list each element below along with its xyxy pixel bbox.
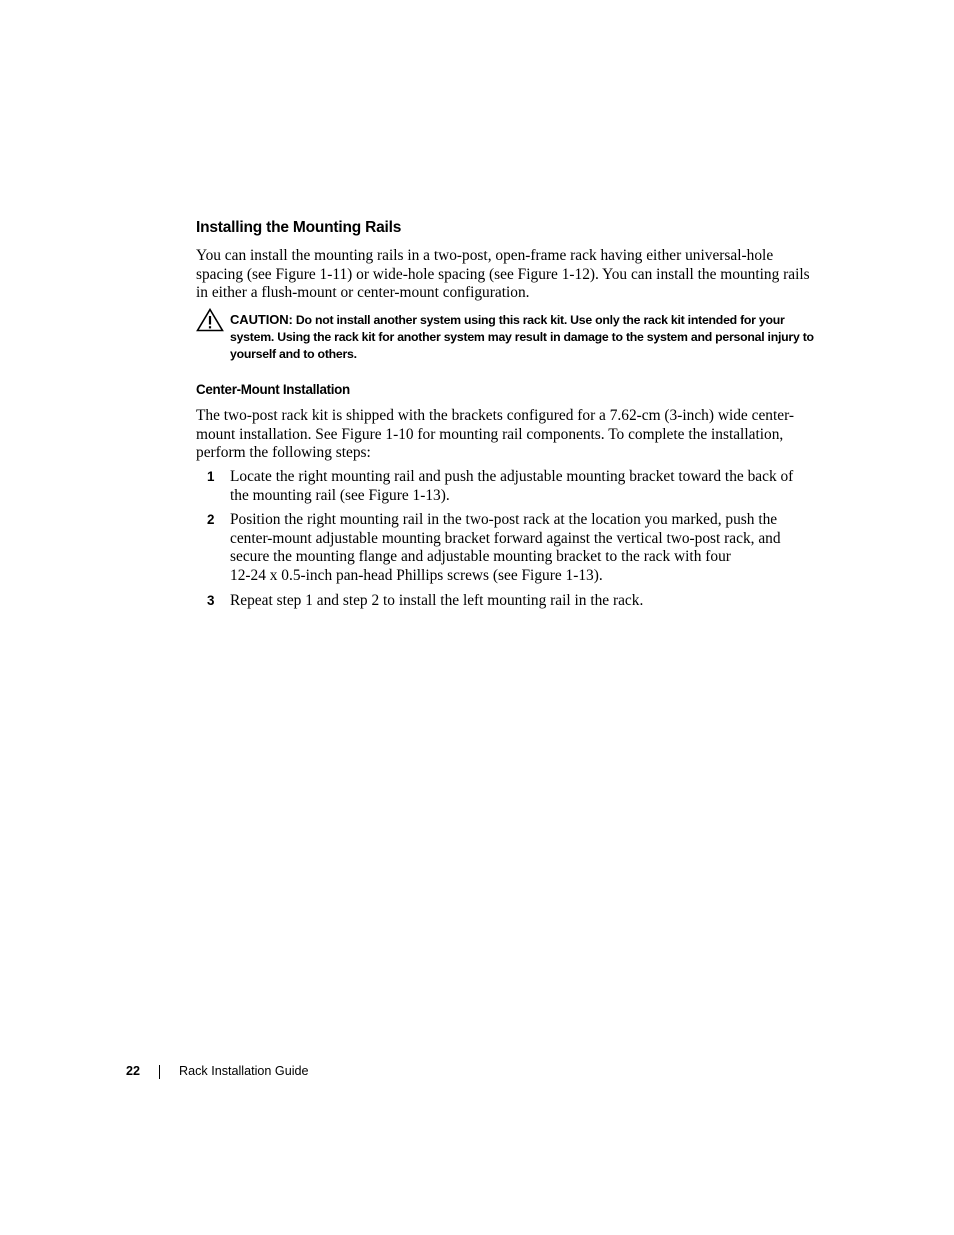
- subsection-body: The two-post rack kit is shipped with the brackets configured for a 7.62-cm (3-inch) wide center-mount installation. See Figure 1-10 for mounting rail components. To complete the installation, perform the following steps:: [196, 407, 795, 462]
- intro-paragraph: You can install the mounting rails in a two-post, open-frame rack having either universal-hole spacing (see Figure 1-11) or wide-hole spacing (see Figure 1-12). You can install the mounting rails in either a flush-mount or center-mount configuration.: [196, 247, 810, 302]
- step-number: 1: [207, 469, 215, 484]
- step-number: 2: [207, 512, 215, 528]
- subsection-heading: Center-Mount Installation: [196, 382, 350, 397]
- list-item: [196, 511, 816, 585]
- warning-triangle-icon: [196, 308, 224, 332]
- step-text-continuation: 12-24 x 0.5-inch pan-head Phillips screws (see Figure 1-13).: [230, 566, 603, 584]
- caution-message: Do not install another system using this rack kit. Use only the rack kit intended for your system. Using the rack kit for another system may result in damage to the system and personal injury to yourself and to others.: [230, 313, 814, 361]
- page-number: 22: [126, 1064, 141, 1078]
- section-heading: Installing the Mounting Rails: [196, 219, 402, 236]
- document-title: Rack Installation Guide: [179, 1064, 309, 1078]
- caution-text: [230, 311, 815, 363]
- footer-divider: [159, 1065, 160, 1079]
- list-item: [196, 468, 816, 505]
- step-text: Repeat step 1 and step 2 to install the left mounting rail in the rack.: [230, 591, 644, 609]
- step-number: 3: [207, 592, 215, 608]
- step-text: [230, 511, 800, 585]
- list-item: [196, 592, 816, 611]
- steps-list: [196, 468, 816, 616]
- step-text: Locate the right mounting rail and push the adjustable mounting bracket toward the back of the mounting rail (see Figure 1-13).: [230, 468, 794, 504]
- step-text-main: Position the right mounting rail in the two-post rack at the location you marked, push the center-mount adjustable mounting bracket forward against the vertical two-post rack, and secure the mounting flange and adjustable mounting bracket to the rack with four: [230, 511, 781, 566]
- caution-label: CAUTION:: [230, 312, 293, 327]
